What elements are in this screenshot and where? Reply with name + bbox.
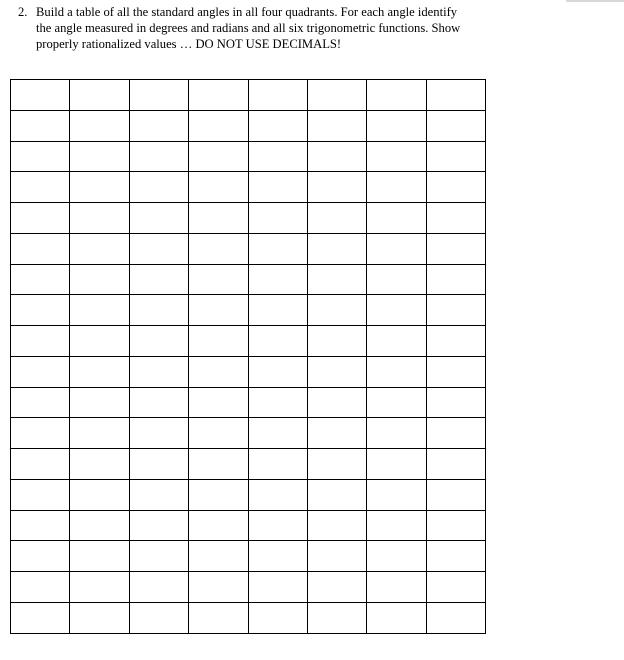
question-line-2: the angle measured in degrees and radians and all six trigonometric functions. Show (36, 21, 461, 35)
table-cell (11, 264, 70, 295)
table-cell (70, 110, 129, 141)
table-row (11, 479, 486, 510)
table-cell (307, 418, 366, 449)
table-cell (426, 479, 485, 510)
table-cell (189, 141, 248, 172)
table-cell (307, 602, 366, 633)
table-cell (129, 326, 188, 357)
table-cell (129, 264, 188, 295)
table-cell (367, 172, 426, 203)
table-cell (367, 387, 426, 418)
table-cell (189, 264, 248, 295)
table-cell (129, 418, 188, 449)
table-cell (307, 541, 366, 572)
table-cell (11, 387, 70, 418)
table-cell (367, 356, 426, 387)
table-cell (189, 479, 248, 510)
table-cell (70, 418, 129, 449)
table-cell (70, 449, 129, 480)
table-cell (367, 479, 426, 510)
table-cell (367, 418, 426, 449)
table-cell (426, 510, 485, 541)
table-cell (11, 326, 70, 357)
table-cell (129, 80, 188, 111)
table-row (11, 602, 486, 633)
table-cell (11, 172, 70, 203)
table-row (11, 541, 486, 572)
table-row (11, 572, 486, 603)
table-cell (426, 110, 485, 141)
table-cell (367, 449, 426, 480)
table-cell (129, 233, 188, 264)
table-cell (129, 510, 188, 541)
table-cell (248, 172, 307, 203)
table-cell (189, 295, 248, 326)
table-cell (70, 572, 129, 603)
table-row (11, 510, 486, 541)
blank-answer-table (10, 79, 486, 634)
table-cell (129, 479, 188, 510)
table-cell (70, 172, 129, 203)
table-cell (426, 418, 485, 449)
table-cell (11, 479, 70, 510)
table-cell (70, 387, 129, 418)
table-cell (70, 602, 129, 633)
table-cell (426, 264, 485, 295)
table-row (11, 387, 486, 418)
table-cell (11, 602, 70, 633)
table-cell (11, 141, 70, 172)
table-cell (248, 356, 307, 387)
table-cell (367, 264, 426, 295)
table-cell (367, 295, 426, 326)
table-cell (307, 387, 366, 418)
table-cell (367, 233, 426, 264)
question-block (18, 4, 488, 52)
table-row (11, 110, 486, 141)
top-divider (566, 0, 624, 2)
table-cell (367, 510, 426, 541)
table-row (11, 449, 486, 480)
table-cell (11, 295, 70, 326)
table-cell (189, 449, 248, 480)
table-cell (426, 80, 485, 111)
table-cell (426, 326, 485, 357)
table-cell (11, 80, 70, 111)
table-cell (11, 203, 70, 234)
table-cell (11, 418, 70, 449)
table-cell (248, 418, 307, 449)
table-cell (129, 356, 188, 387)
table-cell (129, 572, 188, 603)
table-cell (11, 541, 70, 572)
table-cell (367, 141, 426, 172)
question-line-1: Build a table of all the standard angles in all four quadrants. For each angle identify (36, 5, 458, 19)
table-cell (189, 387, 248, 418)
table-cell (70, 541, 129, 572)
table-cell (248, 510, 307, 541)
table-row (11, 172, 486, 203)
table-cell (307, 510, 366, 541)
table-cell (426, 387, 485, 418)
table-row (11, 418, 486, 449)
table-cell (11, 572, 70, 603)
table-cell (129, 449, 188, 480)
table-cell (129, 141, 188, 172)
table-cell (307, 449, 366, 480)
table-row (11, 141, 486, 172)
table-row (11, 203, 486, 234)
table-cell (248, 541, 307, 572)
table-cell (189, 510, 248, 541)
table-cell (189, 110, 248, 141)
table-cell (426, 295, 485, 326)
table-cell (11, 449, 70, 480)
table-cell (189, 418, 248, 449)
table-cell (189, 80, 248, 111)
table-cell (307, 141, 366, 172)
table-cell (189, 203, 248, 234)
table-cell (11, 110, 70, 141)
table-cell (70, 203, 129, 234)
table-cell (367, 203, 426, 234)
table-cell (426, 572, 485, 603)
table-cell (307, 110, 366, 141)
question-line-3: properly rationalized values … DO NOT USE DECIMALS! (36, 37, 342, 51)
table-cell (189, 172, 248, 203)
table-row (11, 295, 486, 326)
table-cell (248, 449, 307, 480)
table-cell (307, 264, 366, 295)
table-cell (307, 326, 366, 357)
table-cell (248, 479, 307, 510)
table-cell (70, 295, 129, 326)
table-cell (70, 80, 129, 111)
table-cell (248, 110, 307, 141)
table-row (11, 264, 486, 295)
table-cell (367, 110, 426, 141)
table-cell (307, 356, 366, 387)
table-cell (70, 356, 129, 387)
table-cell (189, 572, 248, 603)
table-cell (426, 602, 485, 633)
table-cell (189, 541, 248, 572)
table-cell (248, 572, 307, 603)
table-cell (189, 356, 248, 387)
table-cell (367, 326, 426, 357)
table-cell (129, 541, 188, 572)
table-row (11, 80, 486, 111)
table-cell (70, 479, 129, 510)
table-cell (248, 80, 307, 111)
table-cell (248, 295, 307, 326)
table-cell (426, 233, 485, 264)
table-cell (129, 295, 188, 326)
table-cell (70, 233, 129, 264)
table-cell (307, 80, 366, 111)
table-cell (189, 233, 248, 264)
table-cell (248, 264, 307, 295)
table-cell (11, 510, 70, 541)
table-cell (248, 602, 307, 633)
question-number: 2. (18, 5, 28, 19)
table-cell (189, 602, 248, 633)
table-cell (248, 203, 307, 234)
table-cell (70, 264, 129, 295)
table-cell (307, 233, 366, 264)
table-cell (426, 203, 485, 234)
table-cell (426, 541, 485, 572)
table-cell (189, 326, 248, 357)
table-cell (307, 572, 366, 603)
table-cell (307, 479, 366, 510)
table-cell (248, 233, 307, 264)
table-cell (426, 449, 485, 480)
table-cell (70, 510, 129, 541)
table-cell (11, 356, 70, 387)
table-cell (129, 602, 188, 633)
table-cell (70, 326, 129, 357)
table-cell (367, 602, 426, 633)
table-cell (248, 326, 307, 357)
table-row (11, 233, 486, 264)
table-cell (307, 203, 366, 234)
table-cell (70, 141, 129, 172)
table-row (11, 326, 486, 357)
table-cell (248, 141, 307, 172)
question-text (36, 4, 488, 52)
table-cell (426, 141, 485, 172)
table-cell (367, 80, 426, 111)
table-cell (307, 295, 366, 326)
table-cell (129, 203, 188, 234)
table-cell (367, 541, 426, 572)
table-cell (248, 387, 307, 418)
table-row (11, 356, 486, 387)
table-cell (426, 356, 485, 387)
table-cell (426, 172, 485, 203)
table-cell (129, 110, 188, 141)
table-cell (129, 387, 188, 418)
table-cell (129, 172, 188, 203)
table-cell (367, 572, 426, 603)
table-cell (11, 233, 70, 264)
table-cell (307, 172, 366, 203)
